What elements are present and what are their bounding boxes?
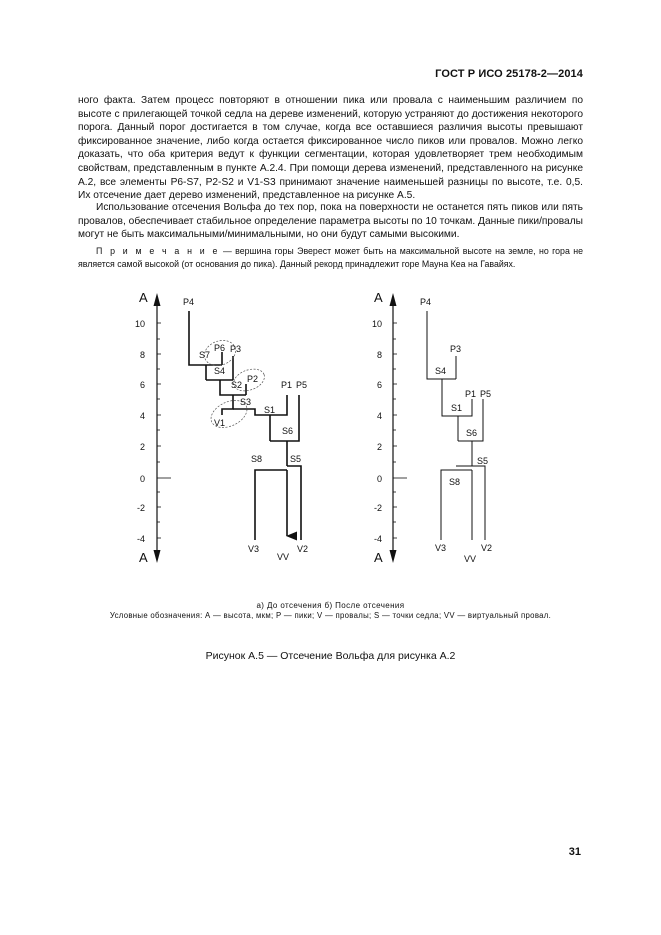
- r-label-s4: S4: [435, 366, 447, 376]
- left-diagram: [154, 293, 302, 563]
- branch-s3: [222, 395, 233, 415]
- label-p5: P5: [296, 380, 308, 390]
- right-axis-label-bottom: A: [374, 550, 383, 565]
- r-branch-s5: [472, 466, 485, 540]
- note-label: П р и м е ч а н и е: [96, 246, 220, 256]
- r-label-s6: S6: [466, 428, 478, 438]
- figure-change-trees: [0, 280, 661, 600]
- tick-label: 10: [134, 319, 145, 329]
- tick-label: -4: [373, 534, 382, 544]
- right-axis-arrow-bottom: [390, 550, 397, 563]
- left-ticks: [157, 323, 171, 538]
- r-label-p5: P5: [480, 389, 492, 399]
- right-ticks: [393, 323, 407, 538]
- label-s5: S5: [290, 454, 302, 464]
- tick-label: 2: [376, 442, 382, 452]
- left-node-labels: [183, 297, 308, 562]
- tick-label: 2: [139, 442, 145, 452]
- tick-label: 8: [139, 350, 145, 360]
- right-axis-label-top: A: [374, 290, 383, 305]
- tick-label: 0: [139, 474, 145, 484]
- paragraph-1: ного факта. Затем процесс повторяют в отношении пика или провала с наименьшим различием по высоте с прилегающей точкой седла на дереве изменений, которую устраняют до достижения некоторого порога. Данный порог достигается в том случае, когда все оставшиеся различия высоты превышают фиксированное значение, либо когда остается фиксированное число пиков или провалов. Можно легко доказать, что оба критерия ведут к функции сегментации, которая удовлетворяет трем необходимым свойствам, представленным в пункте А.2.4. При помощи дерева изменений, представленного на рисунке А.2, все элементы P6-S7, P2-S2 и V1-S3 принимают значение наименьшей разницы по высоте, т.е. 0,5. Их отсечение дает дерево изменений, представленное на рисунке А.5.: [78, 95, 583, 202]
- figure-subcaption: а) До отсечения б) После отсечения: [256, 601, 405, 610]
- branch-s5: [287, 466, 301, 540]
- right-axis-arrow-top: [390, 293, 397, 306]
- tick-label: -2: [373, 503, 382, 513]
- figure-legend: Условные обозначения: А — высота, мкм; Р — пики; V — провалы; S — точки седла; VV — виртуальный провал.: [109, 611, 552, 620]
- r-label-v2: V2: [481, 543, 493, 553]
- right-axis-labels: [371, 290, 383, 565]
- r-label-vv: VV: [464, 554, 477, 564]
- label-s4: S4: [214, 366, 226, 376]
- r-label-v3: V3: [435, 543, 447, 553]
- label-p6: P6: [214, 343, 226, 353]
- label-p2: P2: [247, 374, 259, 384]
- tick-label: 6: [376, 380, 382, 390]
- label-p4: P4: [183, 297, 195, 307]
- label-p3: P3: [230, 344, 242, 354]
- note-text: — вершина горы Эверест может быть на максимальной высоте на земле, но гора не является самой высокой (от основания до пика). Данный рекорд принадлежит горе Мауна Кеа на Гавайях.: [78, 246, 583, 269]
- left-axis-labels: [136, 290, 148, 565]
- label-v3: V3: [248, 544, 260, 554]
- left-axis-label-bottom: A: [139, 550, 148, 565]
- left-axis-arrow-top: [154, 293, 161, 306]
- figure-caption: Рисунок А.5 — Отсечение Вольфа для рисунка А.2: [205, 650, 456, 662]
- right-node-labels: [420, 297, 492, 564]
- r-label-p3: P3: [450, 344, 462, 354]
- label-vv: VV: [277, 552, 290, 562]
- left-axis-label-top: A: [139, 290, 148, 305]
- paragraph-2: Использование отсечения Вольфа до тех пор, пока на поверхности не останется пять пиков или пять провалов, обеспечивает стабильное определение параметра высоты по 10 точкам. Данные пики/провалы могут не быть максимальными/минимальными, но они будут самыми высокими.: [78, 202, 583, 241]
- tick-label: 4: [139, 411, 145, 421]
- label-s1: S1: [264, 405, 276, 415]
- document-header: ГОСТ Р ИСО 25178-2—2014: [435, 68, 583, 80]
- tick-label: -4: [136, 534, 145, 544]
- r-label-s1: S1: [451, 403, 463, 413]
- left-tick-labels: [135, 319, 145, 544]
- tick-label: -2: [136, 503, 145, 513]
- label-s6: S6: [282, 426, 294, 436]
- page-number: 31: [568, 846, 581, 858]
- label-s8: S8: [251, 454, 263, 464]
- r-label-s5: S5: [477, 456, 489, 466]
- label-s7: S7: [199, 350, 211, 360]
- r-label-s8: S8: [449, 477, 461, 487]
- tick-label: 4: [376, 411, 382, 421]
- tick-label: 8: [376, 350, 382, 360]
- branch-s8-s5: [255, 470, 287, 540]
- label-p1: P1: [281, 380, 293, 390]
- note: [78, 245, 583, 271]
- label-v1: V1: [214, 418, 226, 428]
- label-v2: V2: [297, 544, 309, 554]
- tick-label: 10: [371, 319, 382, 329]
- r-label-p1: P1: [465, 389, 477, 399]
- right-tick-labels: [372, 319, 382, 544]
- tick-label: 0: [376, 474, 382, 484]
- left-axis-arrow-bottom: [154, 550, 161, 563]
- tick-label: 6: [139, 380, 145, 390]
- r-label-p4: P4: [420, 297, 432, 307]
- label-s2: S2: [231, 380, 243, 390]
- label-s3: S3: [240, 397, 252, 407]
- r-branch-p1: [462, 399, 472, 416]
